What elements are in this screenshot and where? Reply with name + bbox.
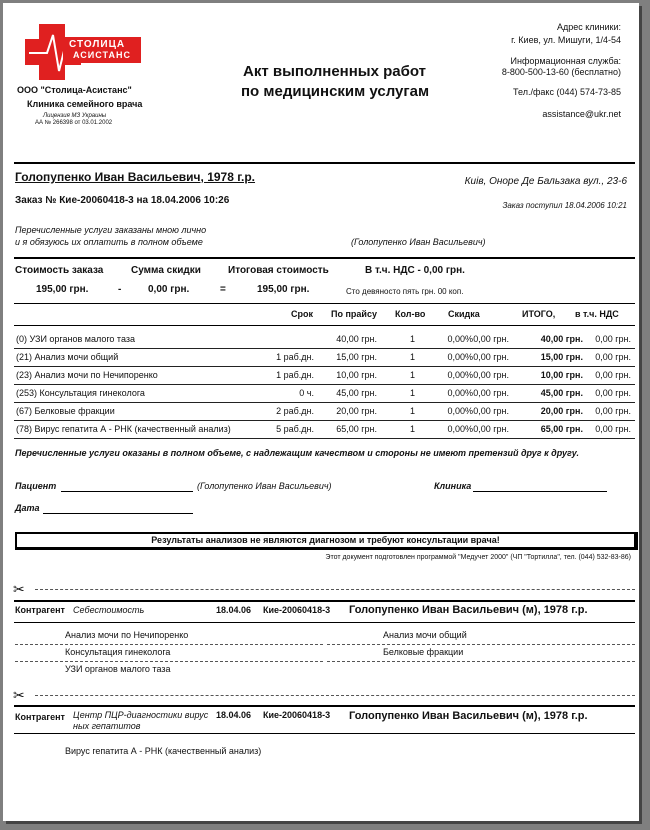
cell-disc-pct: 0,00%	[447, 424, 473, 434]
cell-disc-pct: 0,00%	[447, 352, 473, 362]
cell-disc: 0,00 грн.	[473, 424, 509, 434]
th-term: Срок	[291, 309, 313, 319]
table-row	[14, 402, 635, 421]
cell-name: (253) Консультация гинеколога	[16, 388, 145, 398]
cell-term: 0 ч.	[299, 388, 314, 398]
warning-text: Результаты анализов не являются диагнозом и требуют консультации врача!	[151, 535, 500, 545]
stub1-item: Анализ мочи по Нечипоренко	[65, 630, 189, 640]
cell-price: 10,00 грн.	[336, 370, 377, 380]
th-price: По прайсу	[331, 309, 377, 319]
company-subtitle: Клиника семейного врача	[27, 99, 143, 109]
cell-total: 20,00 грн.	[540, 406, 583, 416]
item-separator	[15, 644, 323, 645]
document-page	[3, 3, 639, 821]
cell-price: 45,00 грн.	[336, 388, 377, 398]
cell-vat: 0,00 грн.	[595, 388, 631, 398]
stub2-item: Вирус гепатита А - РНК (качественный анализ)	[65, 746, 262, 756]
divider	[14, 600, 635, 602]
stub2-contractor-label: Контрагент	[15, 712, 65, 722]
license-line-2: АА № 266398 от 03.01.2002	[35, 120, 113, 126]
table-row	[14, 384, 635, 403]
item-separator	[15, 661, 323, 662]
stub2-date: 18.04.06	[216, 710, 252, 720]
divider	[14, 733, 635, 734]
patient-name: Голопупенко Иван Васильевич, 1978 г.р.	[15, 170, 256, 184]
cell-total: 40,00 грн.	[540, 334, 583, 344]
cell-disc: 0,00 грн.	[473, 370, 509, 380]
cell-qty: 1	[410, 388, 416, 398]
stub1-contractor: Себестоимость	[73, 605, 145, 615]
cell-name: (67) Белковые фракции	[16, 406, 115, 416]
item-separator	[327, 644, 635, 645]
cell-total: 65,00 грн.	[540, 424, 583, 434]
final-value: 195,00 грн.	[257, 284, 310, 295]
cell-price: 65,00 грн.	[336, 424, 377, 434]
stub1-item: УЗИ органов малого таза	[65, 664, 171, 674]
cost-label: Стоимость заказа	[15, 265, 104, 276]
clinic-sign-line[interactable]	[473, 491, 607, 492]
cell-name: (23) Анализ мочи по Нечипоренко	[16, 370, 158, 380]
cell-disc-pct: 0,00%	[447, 370, 473, 380]
clinic-sign-label: Клиника	[434, 481, 472, 491]
agreement-line1: Перечисленные услуги заказаны мною лично	[15, 225, 207, 235]
stub1-date: 18.04.06	[216, 605, 252, 615]
date-label: Дата	[15, 503, 40, 513]
cell-price: 40,00 грн.	[336, 334, 377, 344]
stub2-contractor-line2: ных гепатитов	[73, 721, 141, 731]
footer-note: Этот документ подготовлен программой "Медучет 2000" (ЧП "Тортилла", тел. (044) 532-83-86)	[325, 554, 631, 561]
cell-disc-pct: 0,00%	[447, 334, 473, 344]
discount-value: 0,00 грн.	[148, 284, 190, 295]
patient-sign-label: Пациент	[15, 481, 57, 491]
th-discount: Скидка	[448, 309, 480, 319]
vat-label: В т.ч. НДС - 0,00 грн.	[365, 265, 465, 276]
divider	[14, 325, 635, 326]
cell-disc: 0,00 грн.	[473, 406, 509, 416]
th-vat: в т.ч. НДС	[575, 309, 619, 319]
cut-line	[35, 589, 635, 590]
stub1-item: Белковые фракции	[383, 647, 464, 657]
clinic-phone: Тел./факс (044) 574-73-85	[513, 87, 621, 97]
cell-vat: 0,00 грн.	[595, 424, 631, 434]
stub1-item: Анализ мочи общий	[383, 630, 467, 640]
th-qty: Кол-во	[395, 309, 426, 319]
cell-term: 1 раб.дн.	[276, 370, 314, 380]
doc-title-line1: Акт выполненных работ	[243, 63, 427, 80]
equals-sign: =	[220, 284, 226, 295]
stub1-contractor-label: Контрагент	[15, 605, 65, 615]
logo-text-1: СТОЛИЦА	[69, 39, 126, 50]
table-row	[14, 420, 635, 439]
cell-disc: 0,00 грн.	[473, 388, 509, 398]
cell-vat: 0,00 грн.	[595, 334, 631, 344]
stub2-patient: Голопупенко Иван Васильевич (м), 1978 г.р.	[349, 710, 588, 722]
divider	[14, 705, 635, 707]
cell-disc: 0,00 грн.	[473, 352, 509, 362]
cell-qty: 1	[410, 370, 416, 380]
cell-term: 1 раб.дн.	[276, 352, 314, 362]
item-separator	[327, 661, 635, 662]
order-received: Заказ поступил 18.04.2006 10:21	[502, 201, 627, 210]
completion-statement: Перечисленные услуги оказаны в полном объеме, с надлежащим качеством и стороны не имеют претензий друг к другу.	[15, 448, 579, 458]
table-row	[14, 330, 635, 349]
clinic-email: assistance@ukr.net	[542, 109, 621, 119]
cell-vat: 0,00 грн.	[595, 352, 631, 362]
order-number: Заказ № Кие-20060418-3 на 18.04.2006 10:26	[15, 195, 230, 206]
scissors-icon: ✂	[13, 581, 25, 597]
divider	[14, 257, 635, 259]
divider	[14, 162, 635, 164]
cell-name: (0) УЗИ органов малого таза	[16, 334, 135, 344]
minus-sign: -	[118, 284, 122, 295]
cell-qty: 1	[410, 352, 416, 362]
final-label: Итоговая стоимость	[228, 265, 329, 276]
cell-term: 2 раб.дн.	[276, 406, 314, 416]
clinic-address: г. Киев, ул. Мишуги, 1/4-54	[511, 35, 621, 45]
stub1-patient: Голопупенко Иван Васильевич (м), 1978 г.р.	[349, 604, 588, 616]
scissors-icon: ✂	[13, 687, 25, 703]
table-row	[14, 366, 635, 385]
cell-vat: 0,00 грн.	[595, 370, 631, 380]
info-label: Информационная служба:	[510, 56, 621, 66]
cell-qty: 1	[410, 334, 416, 344]
amount-in-words: Сто девяносто пять грн. 00 коп.	[346, 287, 464, 296]
patient-sign-name: (Голопупенко Иван Васильевич)	[197, 481, 332, 491]
cell-price: 15,00 грн.	[336, 352, 377, 362]
warning-box	[15, 532, 638, 550]
doc-title-line2: по медицинским услугам	[241, 83, 430, 100]
cell-name: (21) Анализ мочи общий	[16, 352, 119, 362]
th-total: ИТОГО,	[522, 309, 556, 319]
cell-total: 10,00 грн.	[540, 370, 583, 380]
company-name: ООО "Столица-Асистанс"	[17, 85, 132, 95]
cell-price: 20,00 грн.	[336, 406, 377, 416]
stub1-order: Кие-20060418-3	[263, 605, 331, 615]
stub2-contractor-line1: Центр ПЦР-диагностики вирус	[73, 710, 209, 720]
cell-disc: 0,00 грн.	[473, 334, 509, 344]
date-line[interactable]	[43, 513, 193, 514]
cell-name: (78) Вирус гепатита А - РНК (качественный анализ)	[16, 424, 231, 434]
divider	[14, 303, 635, 304]
cell-term: 5 раб.дн.	[276, 424, 314, 434]
cut-line	[35, 695, 635, 696]
license-line-1: Лицензия МЗ Украины	[43, 113, 107, 119]
cell-total: 45,00 грн.	[540, 388, 583, 398]
divider	[14, 622, 635, 623]
cost-value: 195,00 грн.	[36, 284, 89, 295]
info-phone: 8-800-500-13-60 (бесплатно)	[501, 67, 621, 77]
patient-sign-line[interactable]	[61, 491, 193, 492]
patient-address: Киів, Оноре Де Бальзака вул., 23-6	[464, 176, 627, 187]
cell-qty: 1	[410, 406, 416, 416]
cell-qty: 1	[410, 424, 416, 434]
cell-disc-pct: 0,00%	[447, 388, 473, 398]
logo-text-2: АСИСТАНС	[73, 50, 131, 60]
table-row	[14, 348, 635, 367]
agreement-line2: и я обязуюсь их оплатить в полном объеме	[15, 237, 203, 247]
cell-disc-pct: 0,00%	[447, 406, 473, 416]
agreement-signature: (Голопупенко Иван Васильевич)	[351, 237, 486, 247]
address-label: Адрес клиники:	[556, 22, 621, 32]
stub1-item: Консультация гинеколога	[65, 647, 171, 657]
cell-vat: 0,00 грн.	[595, 406, 631, 416]
discount-label: Сумма скидки	[131, 265, 201, 276]
cell-total: 15,00 грн.	[540, 352, 583, 362]
stub2-order: Кие-20060418-3	[263, 710, 331, 720]
